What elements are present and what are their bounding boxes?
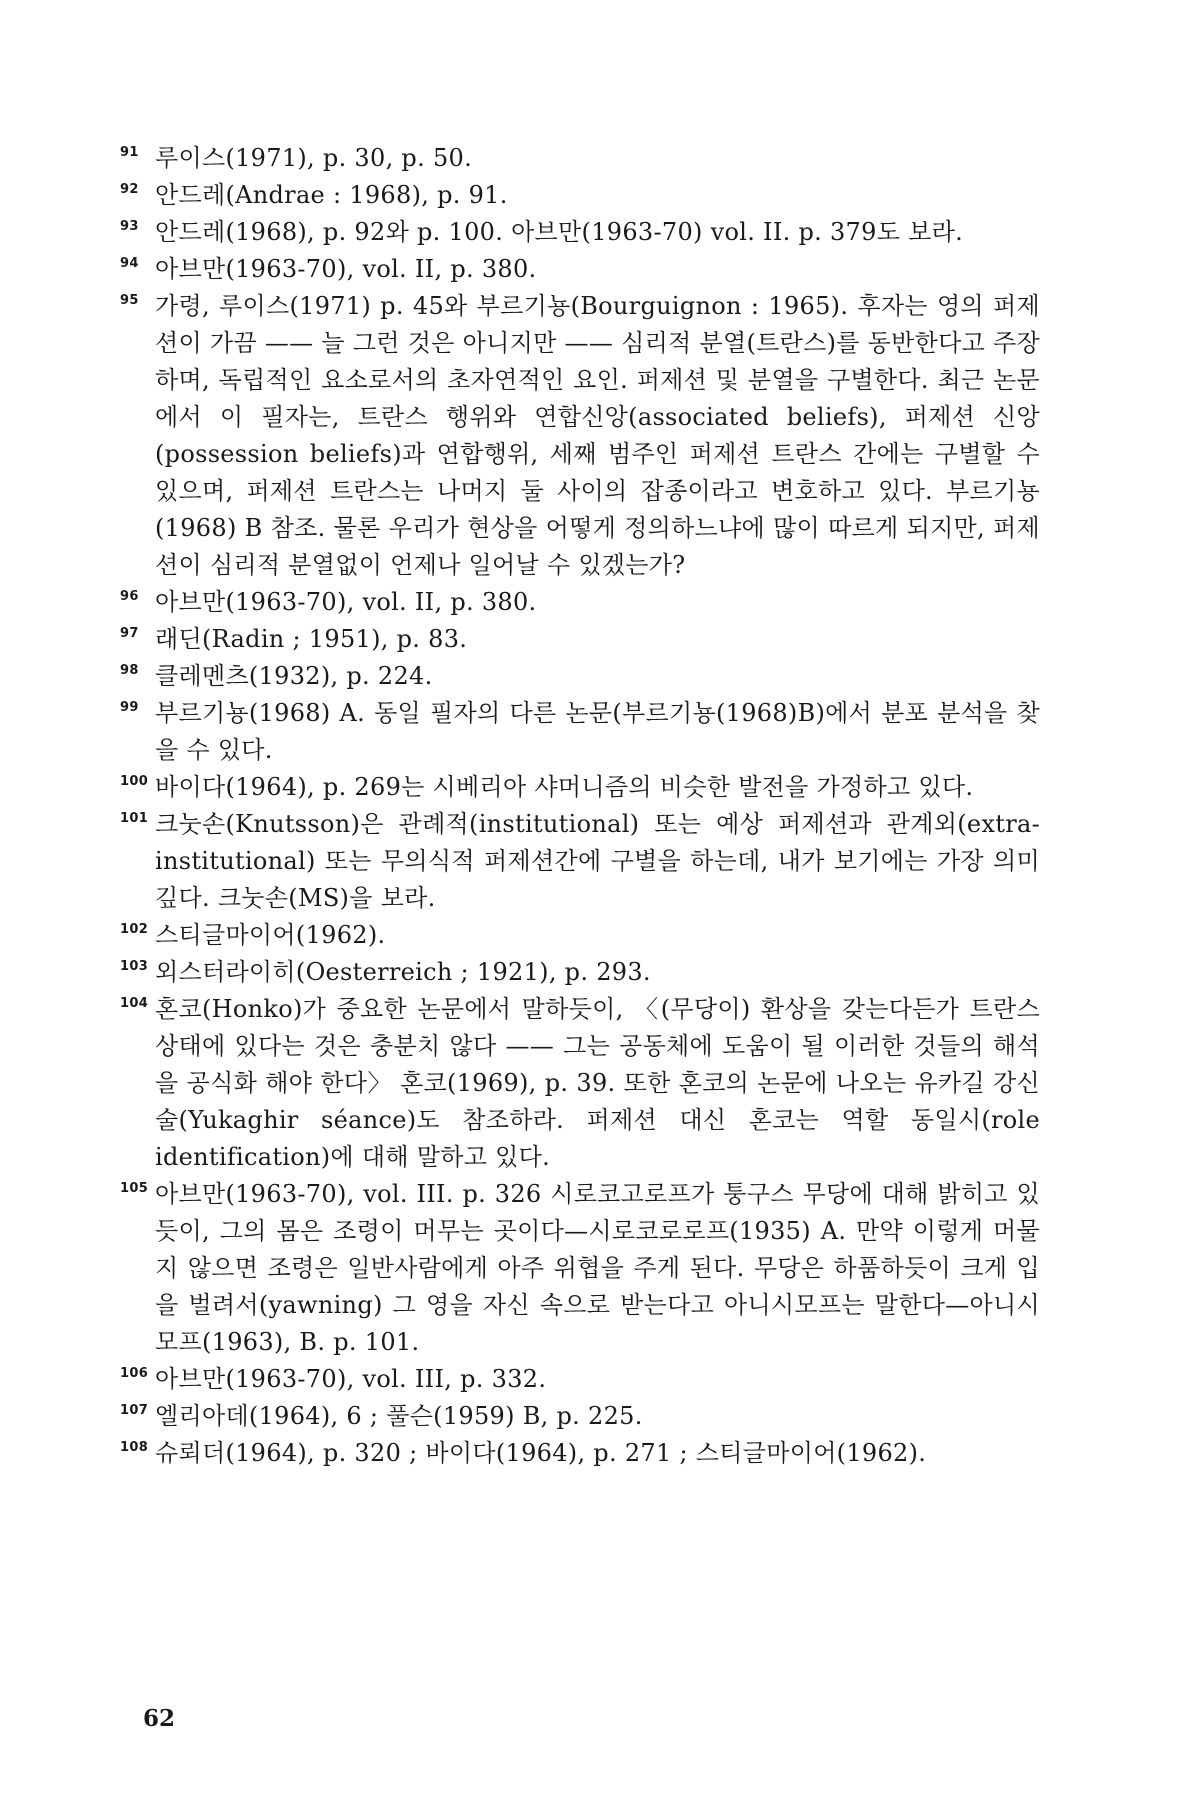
footnote-number: 92	[120, 182, 139, 197]
footnote	[120, 1398, 1040, 1435]
footnote-text: 부르기뇽(1968) A. 동일 필자의 다른 논문(부르기뇽(1968)B)에서 분포 분석을 찾을 수 있다.	[155, 699, 1040, 764]
footnote	[120, 177, 1040, 214]
footnote-text: 아브만(1963-70), vol. II, p. 380.	[155, 588, 537, 616]
footnote-number: 97	[120, 626, 139, 641]
footnote-text: 바이다(1964), p. 269는 시베리아 샤머니즘의 비슷한 발전을 가정하고 있다.	[155, 773, 974, 801]
footnote	[120, 954, 1040, 991]
footnote-text: 혼코(Honko)가 중요한 논문에서 말하듯이, 〈(무당이) 환상을 갖는다든가 트란스 상태에 있다는 것은 충분치 않다 —— 그는 공동체에 도움이 될 이러한 것들의 해석을 공식화 해야 한다〉 혼코(1969), p. 39. 또한 혼코의 논문에 나오는 유카길 강신술(Yukaghir séance)도 참조하라. 퍼제션 대신 혼코는 역할 동일시(role identification)에 대해 말하고 있다.	[155, 995, 1040, 1171]
footnote-text: 외스터라이히(Oesterreich ; 1921), p. 293.	[155, 958, 651, 986]
footnote-number: 100	[120, 774, 149, 789]
footnote-text: 안드레(Andrae : 1968), p. 91.	[155, 181, 508, 209]
footnote	[120, 584, 1040, 621]
footnote-number: 91	[120, 145, 139, 160]
footnote-text: 루이스(1971), p. 30, p. 50.	[155, 144, 473, 172]
footnote	[120, 288, 1040, 584]
footnotes-list	[120, 140, 1040, 1472]
footnote	[120, 1361, 1040, 1398]
footnote-number: 93	[120, 219, 139, 234]
footnote-number: 94	[120, 256, 139, 271]
footnote-number: 107	[120, 1403, 149, 1418]
footnote-number: 103	[120, 959, 149, 974]
footnote-number: 105	[120, 1181, 149, 1196]
footnote-text: 가령, 루이스(1971) p. 45와 부르기뇽(Bourguignon : 1965). 후자는 영의 퍼제션이 가끔 —— 늘 그런 것은 아니지만 —— 심리적 분열(트란스)를 동반한다고 주장하며, 독립적인 요소로서의 초자연적인 요인. 퍼제션 및 분열을 구별한다. 최근 논문에서 이 필자는, 트란스 행위와 연합신앙(associated beliefs), 퍼제션 신앙(possession beliefs)과 연합행위, 세째 범주인 퍼제션 트란스 간에는 구별할 수 있으며, 퍼제션 트란스는 나머지 둘 사이의 잡종이라고 변호하고 있다. 부르기뇽(1968) B 참조. 물론 우리가 현상을 어떻게 정의하느냐에 많이 따르게 되지만, 퍼제션이 심리적 분열없이 언제나 일어날 수 있겠는가?	[155, 292, 1040, 579]
footnote	[120, 1435, 1040, 1472]
footnote-text: 엘리아데(1964), 6 ; 풀슨(1959) B, p. 225.	[155, 1402, 643, 1430]
footnote	[120, 991, 1040, 1176]
footnote-text: 크눗손(Knutsson)은 관례적(institutional) 또는 예상 퍼제션과 관계외(extra-institutional) 또는 무의식적 퍼제션간에 구별을 하는데, 내가 보기에는 가장 의미 깊다. 크눗손(MS)을 보라.	[155, 810, 1040, 912]
footnote	[120, 695, 1040, 769]
footnote-text: 아브만(1963-70), vol. II, p. 380.	[155, 255, 537, 283]
footnote-text: 아브만(1963-70), vol. III, p. 332.	[155, 1365, 547, 1393]
footnote-text: 아브만(1963-70), vol. III. p. 326 시로코고로프가 퉁구스 무당에 대해 밝히고 있듯이, 그의 몸은 조령이 머무는 곳이다—시로코로로프(1935) A. 만약 이렇게 머물지 않으면 조령은 일반사람에게 아주 위협을 주게 된다. 무당은 하품하듯이 크게 입을 벌려서(yawning) 그 영을 자신 속으로 받는다고 아니시모프는 말한다—아니시모프(1963), B. p. 101.	[155, 1180, 1040, 1356]
footnote-number: 101	[120, 811, 149, 826]
footnote-number: 106	[120, 1366, 149, 1381]
footnote-number: 95	[120, 293, 139, 308]
footnote	[120, 251, 1040, 288]
footnote-text: 안드레(1968), p. 92와 p. 100. 아브만(1963-70) vol. II. p. 379도 보라.	[155, 218, 964, 246]
footnote	[120, 658, 1040, 695]
footnote	[120, 806, 1040, 917]
footnote	[120, 769, 1040, 806]
footnote-text: 슈뢰더(1964), p. 320 ; 바이다(1964), p. 271 ; 스티글마이어(1962).	[155, 1439, 927, 1467]
page-number: 62	[143, 1705, 176, 1732]
footnote	[120, 140, 1040, 177]
footnote-number: 96	[120, 589, 139, 604]
footnote-text: 스티글마이어(1962).	[155, 921, 386, 949]
footnote	[120, 621, 1040, 658]
footnote	[120, 917, 1040, 954]
footnote-text: 클레멘츠(1932), p. 224.	[155, 662, 433, 690]
footnote-number: 104	[120, 996, 149, 1011]
footnote-number: 98	[120, 663, 139, 678]
footnote	[120, 214, 1040, 251]
footnote-text: 래딘(Radin ; 1951), p. 83.	[155, 625, 468, 653]
footnote	[120, 1176, 1040, 1361]
footnote-number: 102	[120, 922, 149, 937]
footnote-number: 99	[120, 700, 139, 715]
footnote-number: 108	[120, 1440, 149, 1455]
